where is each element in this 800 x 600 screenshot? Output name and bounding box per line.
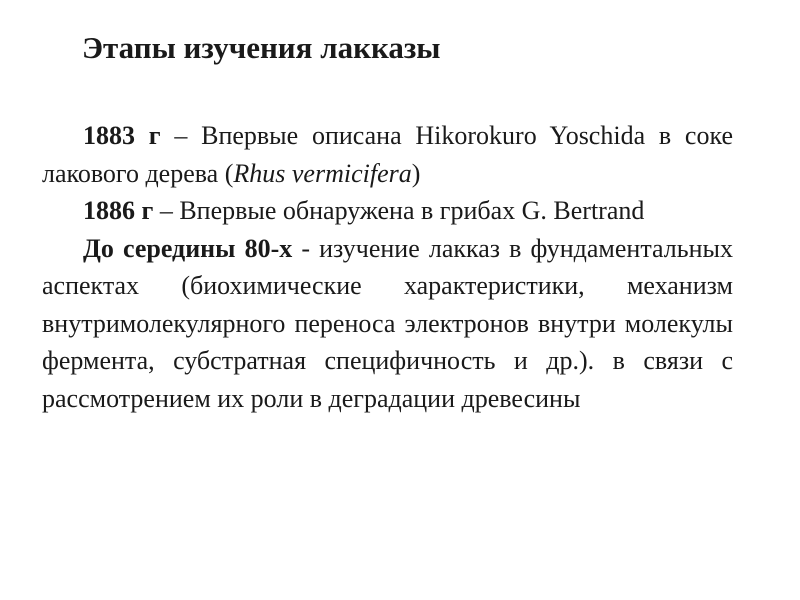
year-label: 1883 г: [83, 121, 161, 150]
paragraph-text: - изучение лакказ в фундаментальных аспектах (биохимические характеристики, механизм внутримолекулярного переноса электронов внутри молекулы фермента, субстратная специфичность и др.). в связи с рассмотрением их роли в деградации древесины: [42, 233, 733, 413]
paragraph-text-end: ): [411, 158, 421, 188]
paragraph-text: – Впервые обнаружена в грибах G. Bertrand: [153, 196, 645, 225]
paragraph-mid-80s: [42, 230, 733, 418]
period-label: До середины 80-х: [83, 233, 293, 263]
paragraph-1886: [42, 192, 733, 230]
paragraph-1883: [42, 117, 733, 192]
slide-title: Этапы изучения лакказы: [82, 30, 441, 65]
year-label: 1886 г: [83, 196, 154, 225]
paragraph-text: – Впервые описана Hikorokuro Yoschida в соке лакового дерева (: [42, 121, 733, 188]
species-name: Rhus vermicifera: [233, 158, 412, 188]
slide-body: [42, 117, 733, 417]
